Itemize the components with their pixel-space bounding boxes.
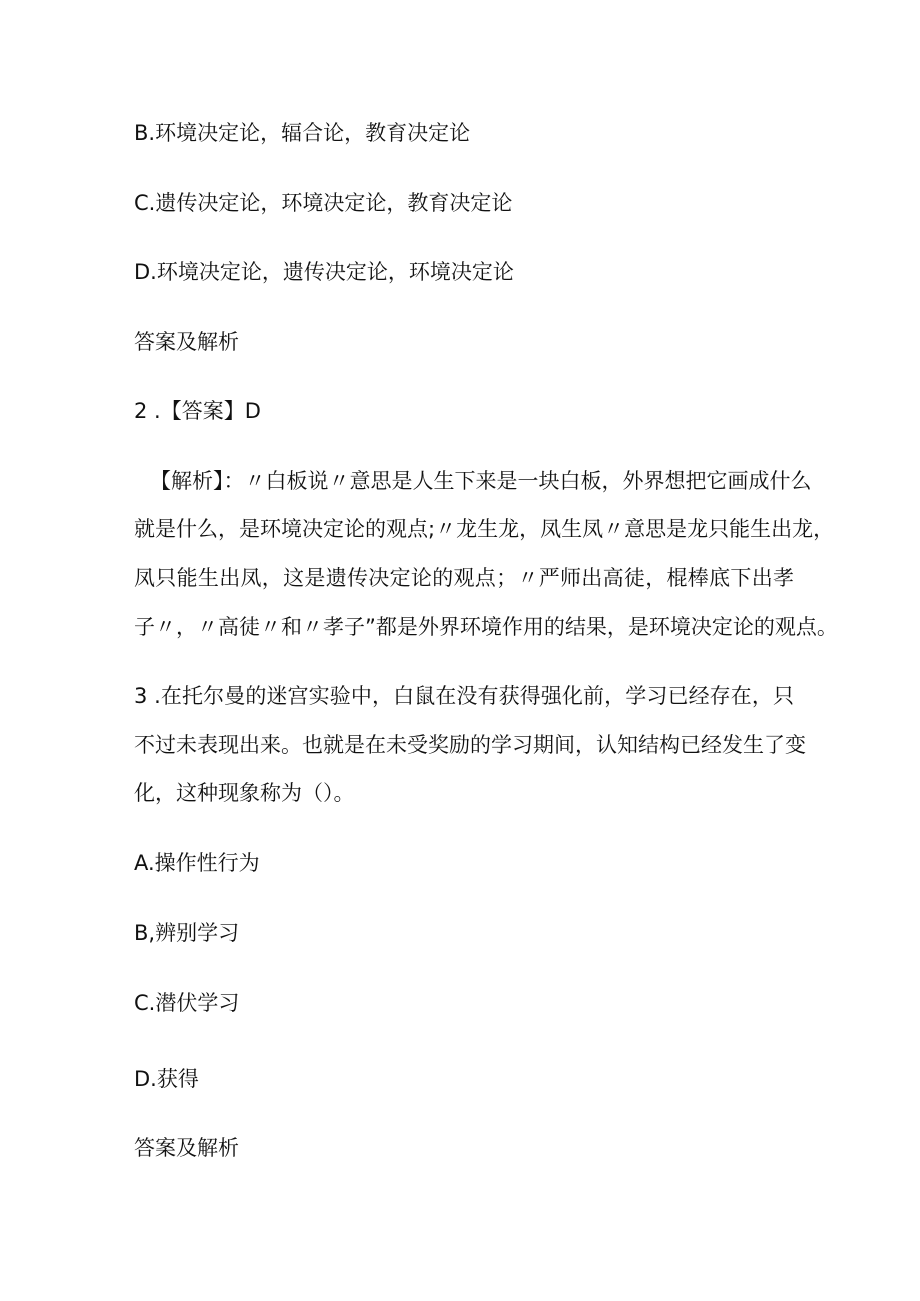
q3-option-d: D.获得 [134, 1067, 199, 1091]
q3-stem-line: 化，这种现象称为（）。 [134, 781, 355, 805]
q3-option-c: C.潜伏学习 [134, 991, 240, 1015]
q3-stem-line: 3 .在托尔曼的迷宫实验中，白鼠在没有获得强化前，学习已经存在，只 [134, 684, 794, 708]
q3-option-a: A.操作性行为 [134, 851, 260, 875]
q3-answer-heading: 答案及解析 [134, 1136, 239, 1160]
q2-answer-line: 2 .【答案】D [134, 399, 261, 423]
q2-option-c: C.遗传决定论，环境决定论，教育决定论 [134, 191, 513, 215]
q3-stem-line: 不过未表现出来。也就是在未受奖励的学习期间，认知结构已经发生了变 [134, 733, 806, 757]
q3-option-b: B,辨别学习 [134, 921, 240, 945]
q2-analysis-line: 【解析】：〃白板说〃意思是人生下来是一块白板，外界想把它画成什么 [150, 469, 812, 493]
q2-analysis-line: 子〃，〃高徒〃和〃孝子”都是外界环境作用的结果，是环境决定论的观点。 [134, 615, 838, 639]
q2-answer-heading: 答案及解析 [134, 330, 239, 354]
q2-option-d: D.环境决定论，遗传决定论，环境决定论 [134, 260, 514, 284]
q2-analysis-line: 凤只能生出凤，这是遗传决定论的观点；〃严师出高徒，棍棒底下出孝 [134, 566, 794, 590]
q2-option-b: B.环境决定论，辐合论，教育决定论 [134, 121, 471, 145]
q2-analysis-line: 就是什么，是环境决定论的观点;〃龙生龙，凤生凤〃意思是龙只能生出龙， [134, 517, 835, 541]
